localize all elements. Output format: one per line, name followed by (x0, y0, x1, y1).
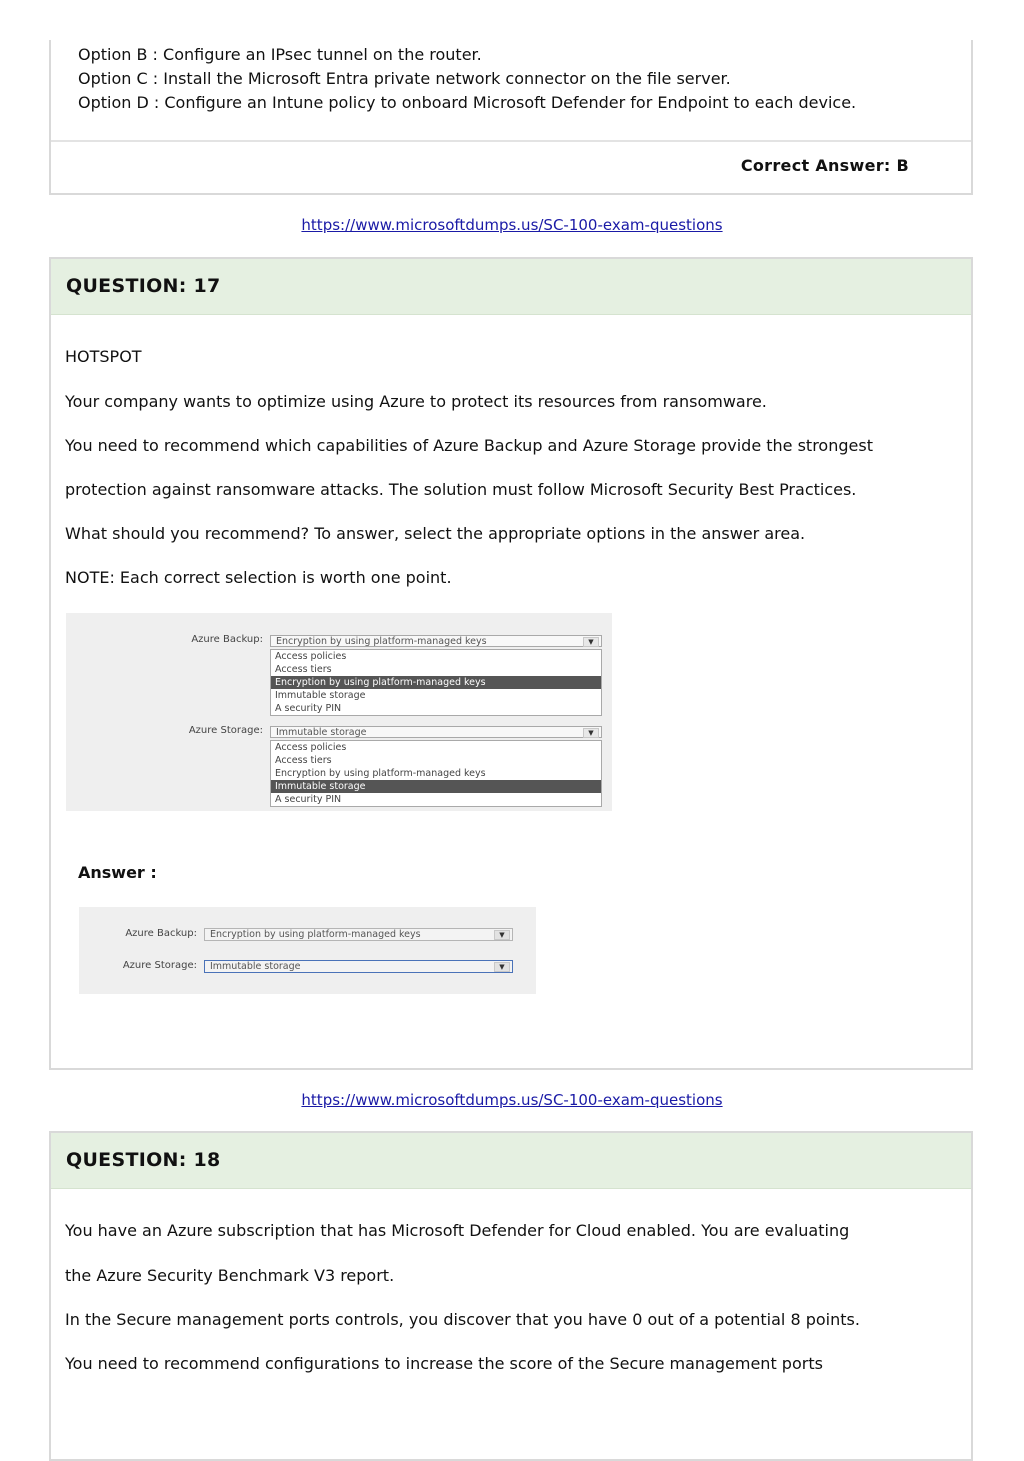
option-d: Option D : Configure an Intune policy to onboard Microsoft Defender for Endpoint to each device. (78, 93, 857, 112)
question-header (51, 1133, 971, 1189)
azure-storage-options (270, 740, 602, 807)
question-text: protection against ransomware attacks. The solution must follow Microsoft Security Best Practices. (65, 480, 857, 499)
question-note: NOTE: Each correct selection is worth one point. (65, 568, 452, 587)
dropdown-option[interactable]: Access tiers (275, 664, 332, 675)
hotspot-screenshot (66, 613, 612, 811)
source-link[interactable]: https://www.microsoftdumps.us/SC-100-exam-questions (301, 216, 723, 234)
question-text: In the Secure management ports controls, you discover that you have 0 out of a potential 8 points. (65, 1310, 860, 1329)
azure-backup-selected: Encryption by using platform-managed keys (276, 636, 487, 647)
question-text: the Azure Security Benchmark V3 report. (65, 1266, 395, 1285)
correct-answer: Correct Answer: B (740, 156, 909, 175)
azure-backup-dropdown[interactable] (270, 635, 602, 647)
azure-backup-label: Azure Backup: (191, 634, 263, 645)
azure-storage-value: Immutable storage (210, 961, 301, 972)
azure-backup-dropdown[interactable] (204, 928, 513, 941)
question-18-box (49, 1131, 973, 1461)
azure-backup-options (270, 649, 602, 716)
azure-storage-dropdown[interactable] (204, 960, 513, 973)
question-title: QUESTION: 17 (66, 275, 221, 297)
azure-storage-dropdown[interactable] (270, 726, 602, 738)
question-text: You need to recommend which capabilities of Azure Backup and Azure Storage provide the strongest (65, 436, 873, 455)
question-text: You have an Azure subscription that has Microsoft Defender for Cloud enabled. You are evaluating (65, 1221, 850, 1240)
azure-backup-label: Azure Backup: (125, 928, 197, 939)
dropdown-option[interactable]: Access policies (275, 742, 347, 753)
source-link[interactable]: https://www.microsoftdumps.us/SC-100-exam-questions (301, 1091, 723, 1109)
dropdown-option[interactable]: Encryption by using platform-managed keys (275, 768, 486, 779)
dropdown-option-selected[interactable]: Encryption by using platform-managed keys (271, 676, 601, 689)
azure-storage-label: Azure Storage: (188, 725, 263, 736)
chevron-down-icon[interactable]: ▼ (494, 930, 510, 940)
azure-storage-selected: Immutable storage (276, 727, 367, 738)
dropdown-option[interactable]: Access tiers (275, 755, 332, 766)
chevron-down-icon[interactable]: ▼ (494, 962, 510, 972)
azure-backup-value: Encryption by using platform-managed keys (210, 929, 421, 940)
azure-storage-label: Azure Storage: (122, 960, 197, 971)
dropdown-option[interactable]: A security PIN (275, 703, 342, 714)
chevron-down-icon[interactable]: ▼ (583, 728, 599, 738)
question-type: HOTSPOT (65, 347, 142, 366)
option-c: Option C : Install the Microsoft Entra private network connector on the file server. (78, 69, 731, 88)
question-header (51, 259, 971, 315)
dropdown-option[interactable]: Access policies (275, 651, 347, 662)
dropdown-option[interactable]: A security PIN (275, 794, 342, 805)
answer-screenshot (79, 907, 536, 994)
dropdown-option[interactable]: Immutable storage (275, 690, 366, 701)
option-b: Option B : Configure an IPsec tunnel on the router. (78, 45, 482, 64)
question-text: Your company wants to optimize using Azure to protect its resources from ransomware. (65, 392, 767, 411)
answer-divider (51, 140, 971, 142)
question-text: You need to recommend configurations to increase the score of the Secure management ports (65, 1354, 823, 1373)
question-text: What should you recommend? To answer, select the appropriate options in the answer area. (65, 524, 806, 543)
chevron-down-icon[interactable]: ▼ (583, 637, 599, 647)
answer-label: Answer : (78, 863, 157, 882)
dropdown-option-selected[interactable]: Immutable storage (271, 780, 601, 793)
question-title: QUESTION: 18 (66, 1149, 221, 1171)
